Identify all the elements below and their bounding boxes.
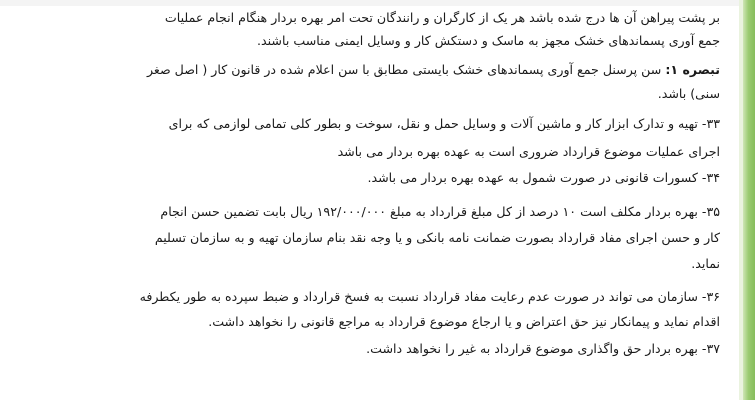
clause-35-line-1: ۳۵- بهره بردار مکلف است ۱۰ درصد از کل مبلغ قرارداد به مبلغ ۱۹۲/۰۰۰/۰۰۰ ریال بابت تضمین حسن انجام — [160, 204, 720, 219]
document-page — [8, 6, 726, 400]
text-line-2: جمع آوری پسماندهای خشک مجهز به ماسک و دستکش کار و وسایل ایمنی مناسب باشند. — [257, 33, 720, 48]
clause-33-line-1: ۳۳- تهیه و تدارک ابزار کار و ماشین آلات و وسایل حمل و نقل، سوخت و بطور کلی تمامی لوازمی که برای — [168, 116, 720, 131]
note-1-label: تبصره ۱: — [665, 62, 720, 77]
note-1-line — [14, 60, 720, 80]
clause-36-line-2: اقدام نماید و پیمانکار نیز حق اعتراض و یا ارجاع موضوع قرارداد به مراجع قانونی را نخواهد داشت. — [208, 314, 720, 329]
clause-34-line: ۳۴- کسورات قانونی در صورت شمول به عهده بهره بردار می باشد. — [367, 170, 720, 185]
clause-35-line-3: نماید. — [691, 256, 720, 271]
text-line-1: بر پشت پیراهن آن ها درج شده باشد هر یک از کارگران و رانندگان تحت امر بهره بردار هنگام انجام عملیات — [164, 10, 720, 25]
decorative-side-bar — [743, 0, 755, 400]
clause-37-line: ۳۷- بهره بردار حق واگذاری موضوع قرارداد به غیر را نخواهد داشت. — [366, 341, 720, 356]
clause-35-line-2: کار و حسن اجرای مفاد قرارداد بصورت ضمانت نامه بانکی و یا وجه نقد بنام سازمان تهیه و به سازمان تسلیم — [154, 230, 720, 245]
clause-33-line-2: اجرای عملیات موضوع قرارداد ضروری است به عهده بهره بردار می باشد — [337, 144, 720, 159]
note-1-text: سن پرسنل جمع آوری پسماندهای خشک بایستی مطابق با سن اعلام شده در قانون کار ( اصل صغر — [146, 62, 666, 77]
clause-36-line-1: ۳۶- سازمان می تواند در صورت عدم رعایت مفاد قرارداد نسبت به فسخ قرارداد و ضبط سپرده به طور یکطرفه — [139, 289, 720, 304]
text-line-4: سنی) باشد. — [657, 86, 720, 101]
